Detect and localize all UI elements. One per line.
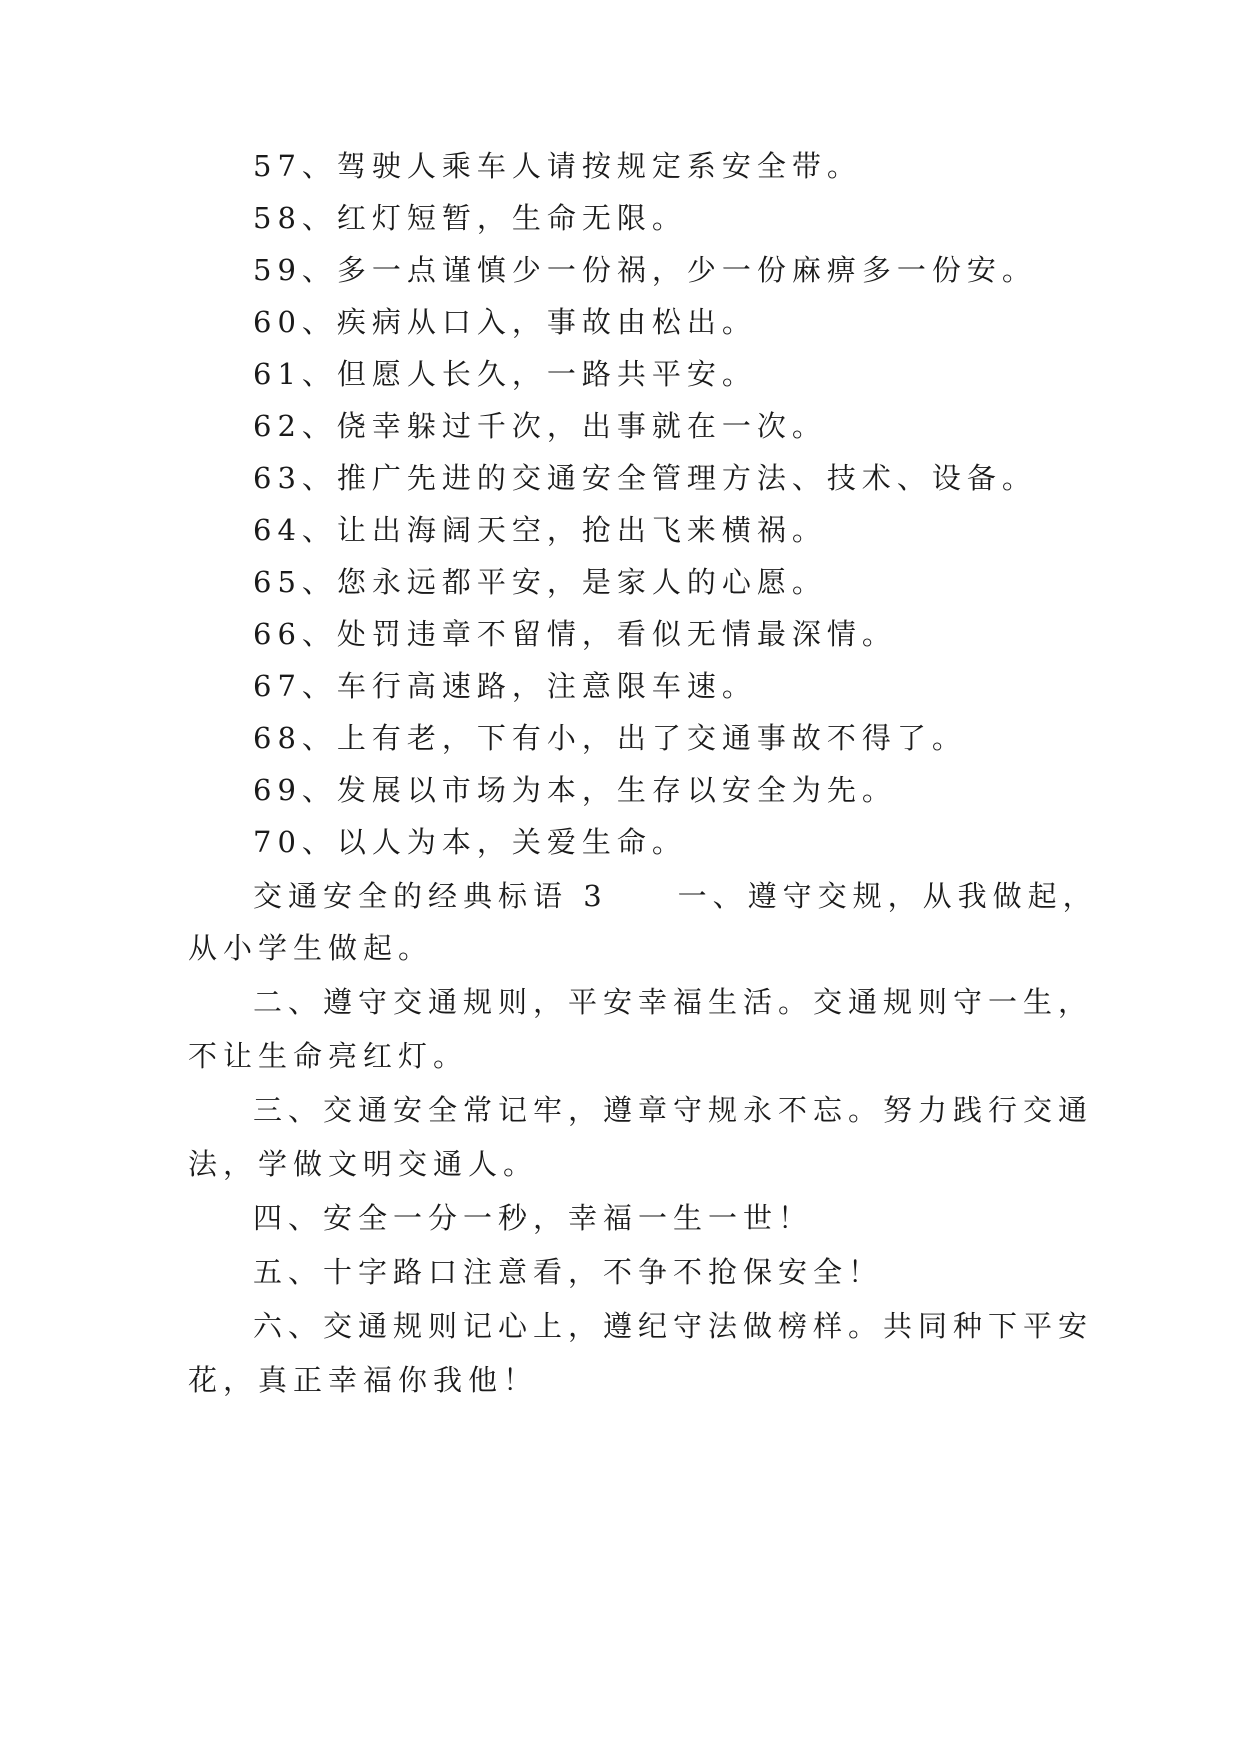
slogan-line: 64、让出海阔天空，抢出飞来横祸。 bbox=[253, 513, 827, 547]
slogan-line: 70、以人为本，关爱生命。 bbox=[253, 825, 687, 859]
section-line: 六、交通规则记心上，遵纪守法做榜样。共同种下平安 bbox=[253, 1309, 1094, 1343]
slogan-line: 58、红灯短暂，生命无限。 bbox=[253, 201, 687, 235]
section-line: 不让生命亮红灯。 bbox=[188, 1039, 469, 1073]
section-heading-line bbox=[253, 876, 1098, 916]
slogan-line: 63、推广先进的交通安全管理方法、技术、设备。 bbox=[253, 461, 1037, 495]
section-first-item: 一、遵守交规，从我做起， bbox=[677, 879, 1098, 913]
section-first-item-cont: 从小学生做起。 bbox=[188, 931, 434, 965]
section-heading: 交通安全的经典标语 3 bbox=[253, 879, 608, 913]
slogan-line: 66、处罚违章不留情，看似无情最深情。 bbox=[253, 617, 897, 651]
section-line: 三、交通安全常记牢，遵章守规永不忘。努力践行交通 bbox=[253, 1093, 1094, 1127]
slogan-line: 57、驾驶人乘车人请按规定系安全带。 bbox=[253, 149, 862, 183]
slogan-line: 65、您永远都平安，是家人的心愿。 bbox=[253, 565, 827, 599]
slogan-line: 67、车行高速路，注意限车速。 bbox=[253, 669, 757, 703]
slogan-line: 61、但愿人长久，一路共平安。 bbox=[253, 357, 757, 391]
slogan-line: 68、上有老，下有小，出了交通事故不得了。 bbox=[253, 721, 967, 755]
section-line: 二、遵守交通规则，平安幸福生活。交通规则守一生， bbox=[253, 985, 1094, 1019]
slogan-line: 69、发展以市场为本，生存以安全为先。 bbox=[253, 773, 897, 807]
slogan-line: 62、侥幸躲过千次，出事就在一次。 bbox=[253, 409, 827, 443]
section-line: 四、安全一分一秒，幸福一生一世！ bbox=[253, 1201, 814, 1235]
section-line: 花，真正幸福你我他！ bbox=[188, 1363, 539, 1397]
slogan-line: 60、疾病从口入，事故由松出。 bbox=[253, 305, 757, 339]
slogan-line: 59、多一点谨慎少一份祸，少一份麻痹多一份安。 bbox=[253, 253, 1037, 287]
section-line: 五、十字路口注意看，不争不抢保安全！ bbox=[253, 1255, 884, 1289]
section-line: 法，学做文明交通人。 bbox=[188, 1147, 539, 1181]
